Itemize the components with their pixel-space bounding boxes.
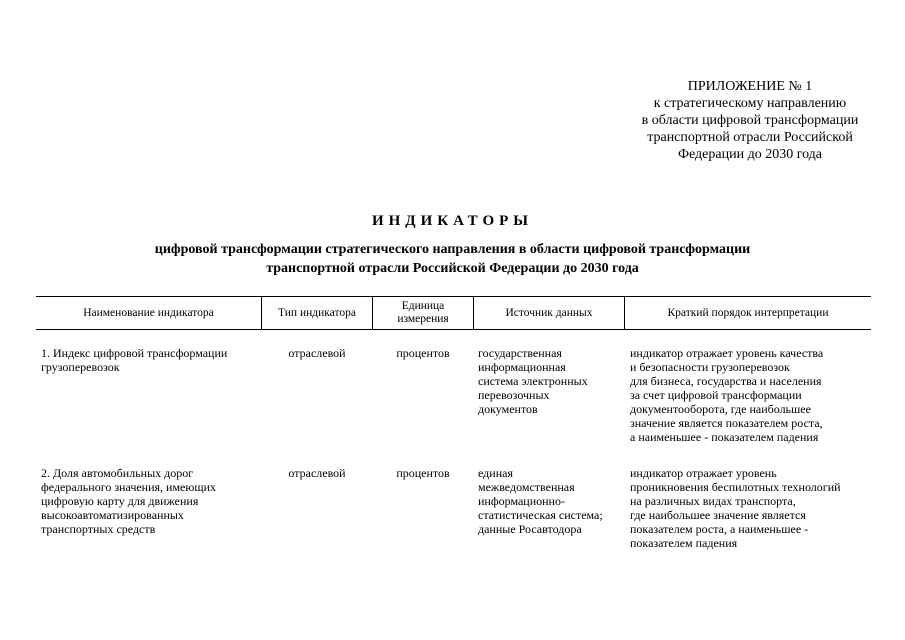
cell-unit: процентов	[396, 346, 450, 360]
table-header	[36, 296, 871, 330]
table-row	[36, 346, 871, 466]
cell-indicator-name: 2. Доля автомобильных дорог федерального значения, имеющих цифровую карту для движения высокоавтоматизированных транспортных средств	[41, 466, 217, 536]
cell-interpretation: индикатор отражает уровень проникновения беспилотных технологий на различных видах транспорта, где наибольшее значение является показателем роста, а наименьшее - показателем падения	[630, 466, 841, 550]
subtitle-line: транспортной отрасли Российской Федерации до 2030 года	[266, 261, 639, 276]
indicators-table	[36, 296, 871, 566]
cell-indicator-type: отраслевой	[288, 346, 346, 360]
appendix-header	[610, 78, 890, 163]
cell-data-source: государственная информационная система электронных перевозочных документов	[478, 346, 588, 416]
cell-data-source: единая межведомственная информационно- статистическая система; данные Росавтодора	[478, 466, 603, 536]
appendix-line: к стратегическому направлению	[653, 96, 847, 111]
cell-interpretation: индикатор отражает уровень качества и безопасности грузоперевозок для бизнеса, государства и населения за счет цифровой трансформации документооборота, где наибольшее значение является показателем роста, а наименьшее - показателем падения	[630, 346, 824, 444]
appendix-line: ПРИЛОЖЕНИЕ № 1	[687, 79, 813, 94]
cell-unit: процентов	[396, 466, 450, 480]
appendix-line: в области цифровой трансформации	[641, 113, 859, 128]
header-interpretation: Краткий порядок интерпретации	[667, 306, 829, 319]
header-unit: Единица измерения	[397, 300, 449, 325]
header-indicator-name: Наименование индикатора	[83, 306, 214, 319]
appendix-line: транспортной отрасли Российской	[647, 130, 853, 145]
document-title: ИНДИКАТОРЫ	[371, 213, 534, 229]
appendix-line: Федерации до 2030 года	[677, 147, 823, 162]
cell-indicator-name: 1. Индекс цифровой трансформации грузоперевозок	[41, 346, 228, 374]
header-indicator-type: Тип индикатора	[278, 306, 356, 319]
table-row	[36, 466, 871, 566]
subtitle-line: цифровой трансформации стратегического направления в области цифровой трансформации	[154, 242, 751, 257]
header-data-source: Источник данных	[505, 306, 593, 319]
cell-indicator-type: отраслевой	[288, 466, 346, 480]
document-subtitle	[0, 240, 905, 278]
